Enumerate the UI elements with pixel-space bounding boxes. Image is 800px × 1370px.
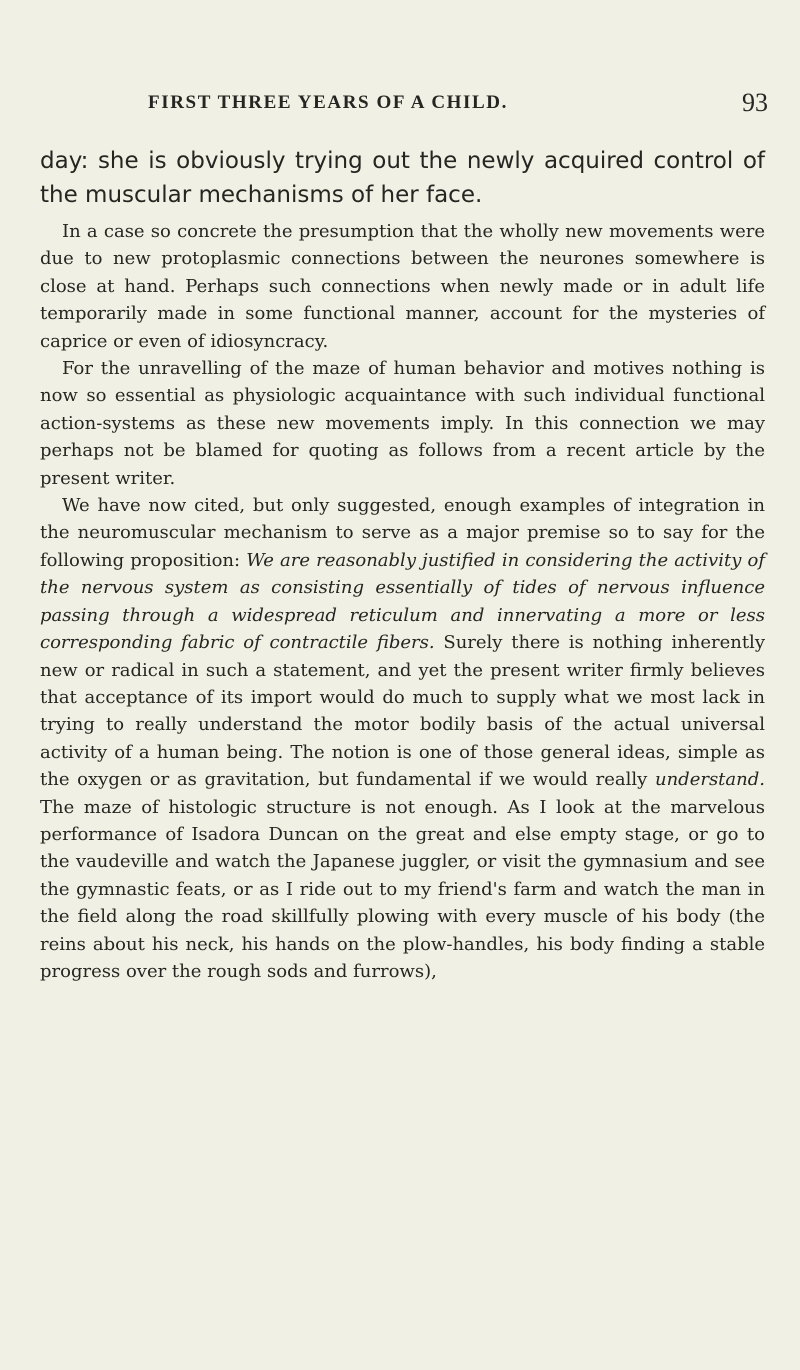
- lead-paragraph: day: she is obviously trying out the newly acquired control of the muscular mechanisms of her face.: [40, 148, 765, 208]
- paragraph-1: In a case so concrete the presumption that the wholly new movements were due to new protoplasmic connections between the neurones somewhere is close at hand. Perhaps such connections when newly made or in adult life temporarily made in some functional manner, account for the mysteries of caprice or even of idiosyncracy.: [40, 221, 765, 352]
- body-text: [40, 144, 765, 985]
- running-title: FIRST THREE YEARS OF A CHILD.: [148, 92, 508, 113]
- page-number: 93: [742, 88, 768, 117]
- paragraph-3-text-2: Surely there is nothing inherently new or radical in such a statement, and yet the present writer firmly believes that acceptance of its import would do much to supply what we most lack in trying to really understand the motor bodily basis of the actual universal activity of a human being. The notion is one of those general ideas, simple as the oxygen or as gravitation, but fundamental if we would really: [40, 632, 765, 791]
- paragraph-3-text-3: The maze of histologic structure is not enough. As I look at the marvelous performance of Isadora Duncan on the great and else empty stage, or go to the vaudeville and watch the Japanese juggler, or visit the gymnasium and see the gymnastic feats, or as I ride out to my friend's farm and watch the man in the field along the road skillfully plowing with every muscle of his body (the reins about his neck, his hands on the plow-handles, his body finding a stable progress over the rough sods and furrows),: [40, 796, 765, 982]
- italic-understand: understand.: [654, 769, 765, 791]
- running-head: [128, 88, 768, 118]
- paragraph-3-text-1: We have now cited, but only suggested, enough examples of integration in the neuromuscular mechanism to serve as a major premise so to say for the following proposition:: [40, 495, 765, 571]
- italic-proposition: We are reasonably justified in considering the activity of the nervous system as consisting essentially of tides of nervous influence passing through a widespread reticulum and innervating a more or less corresponding fabric of contractile fibers.: [40, 549, 765, 654]
- paragraph-3: [40, 492, 765, 985]
- paragraph-2: For the unravelling of the maze of human behavior and motives nothing is now so essential as physiologic acquaintance with such individual functional action-systems as these new movements imply. In this connection we may perhaps not be blamed for quoting as follows from a recent article by the present writer.: [40, 358, 765, 489]
